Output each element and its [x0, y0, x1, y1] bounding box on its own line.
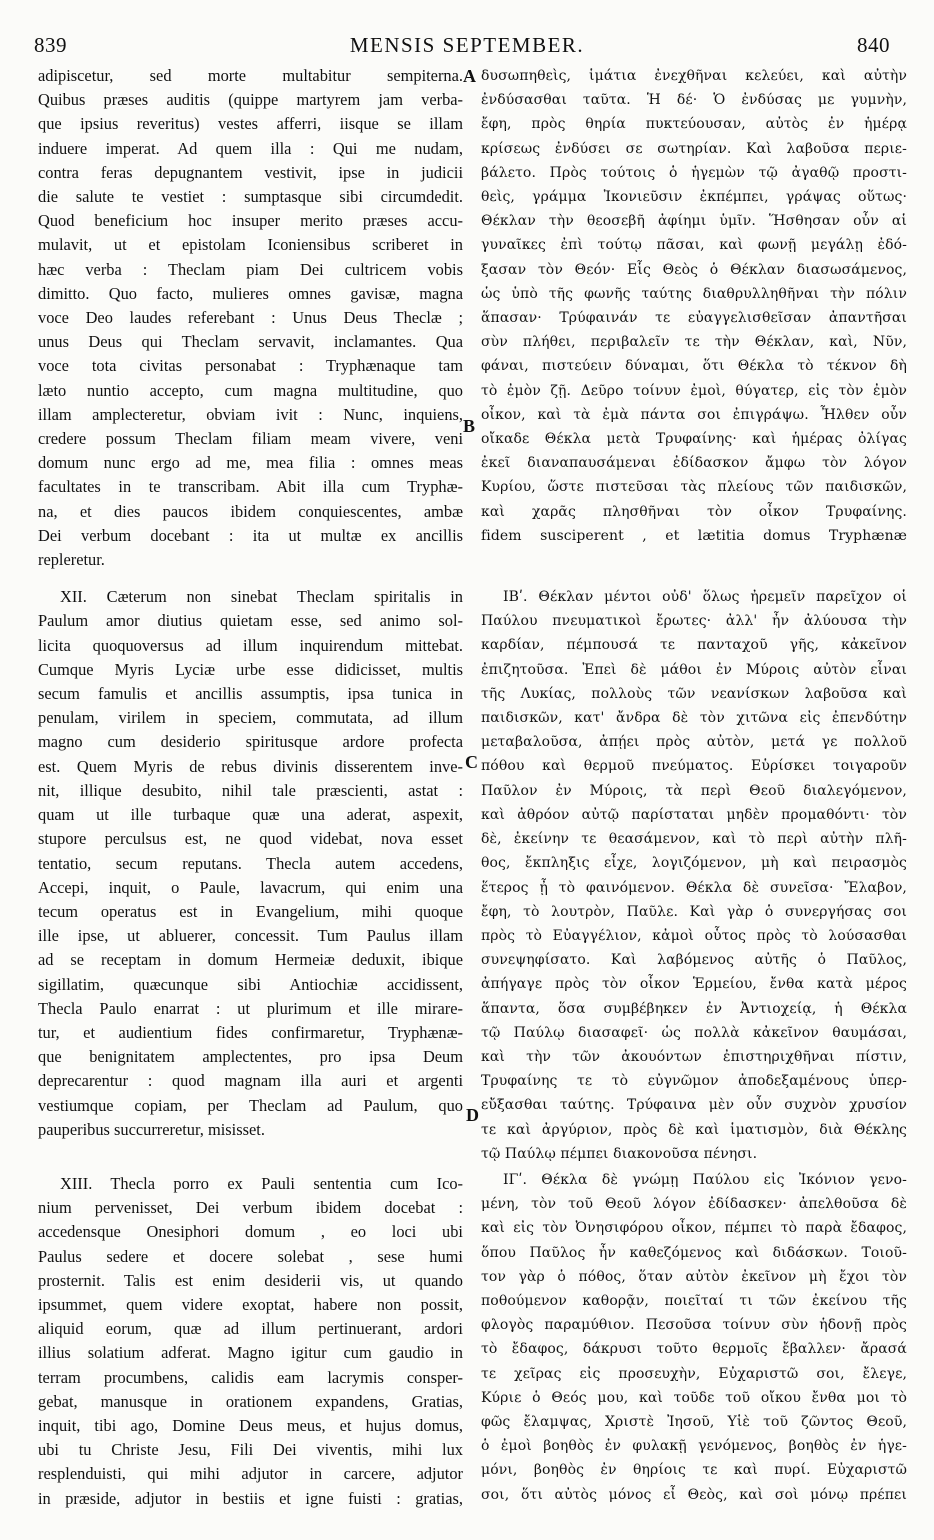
text-line: illam amplecteretur, obviam ivit : Nunc, inquiens, — [38, 404, 463, 424]
text-line: φλογὸς παραμύθιον. Πεσοῦσα τοίνυν σὺν ἡδονῇ πρὸς — [481, 1317, 907, 1334]
text-line: ΙΓʹ. Θέκλα δὲ γνώμῃ Παύλου εἰς Ἰκόνιον γενο- — [503, 1171, 907, 1188]
text-line: καρδίαν, πέμπουσά τε πανταχοῦ γῆς, κἀκεῖνον — [481, 637, 907, 654]
text-line: καὶ τὴν τῶν ἀκουόντων ἐπιστηριχθῆναι πίστιν, — [481, 1048, 907, 1065]
text-line: fidem susciperent , et lætitia domus Tryphænæ — [481, 527, 907, 544]
text-line: Quod beneficium hoc insuper merito præses accu- — [38, 211, 463, 231]
text-line: illius solatium adferat. Magno igitur cum gaudio in — [38, 1343, 463, 1363]
greek-column — [481, 64, 907, 1507]
text-line: Thecla Paulo enarrat : ut plurimum et ille mirare- — [38, 998, 463, 1018]
greek-paragraph-2 — [481, 585, 907, 1166]
text-line: τῷ Παύλῳ διασαφεῖ· ὡς πολλὰ κἀκεῖνον θαυμάσαι, — [481, 1024, 907, 1041]
text-line: aliquid eorum, quæ ad illum pertinuerant, ardori — [38, 1319, 463, 1339]
latin-paragraph-3 — [38, 1172, 463, 1511]
text-line: μένη, τὸν τοῦ Θεοῦ λόγον ἐδίδασκεν· ἀπελθοῦσα δὲ — [481, 1196, 907, 1213]
text-line: credere possum Theclam filiam meam vivere, veni — [38, 429, 463, 449]
text-line: stupore perculsus est, ne quod videbat, nova esset — [38, 829, 463, 849]
text-line: σὺν πλήθει, περιβαλεῖν τε τὴν Θέκλαν, καὶ, Νῦν, — [481, 334, 907, 351]
text-line: τῷ Παύλῳ πέμπει διακονοῦσα πένησι. — [481, 1145, 758, 1162]
text-line: καὶ εἰς τὸν Ὀνησιφόρου οἶκον, πέμπει τὸ παρὰ ἔδαφος, — [481, 1220, 907, 1237]
text-line: terram procumbens, calidis eam lacrymis consper- — [38, 1367, 463, 1387]
text-line: ἐκεῖ διαναπαυσάμεναι ἐδίδασκον ἄμφω τὸν λόγον — [481, 455, 907, 472]
text-line: τῆς Λυκίας, πολλοὺς τῶν νεανίσκων λαβοῦσα καὶ — [481, 685, 907, 702]
text-line: ipsummet, quem videre exoptat, habere non possit, — [38, 1294, 463, 1314]
text-line: δὲ, ἐκείνην τε θεασάμενον, καὶ τὸ περὶ αὐτὴν πλῆ- — [481, 831, 907, 848]
text-line: ὡς ὑπὸ τῆς φωνῆς ταύτης διαθρυλληθῆναι τὴν πόλιν — [481, 285, 907, 302]
text-line: ad se receptam in domum Hermeiæ deduxit, ibique — [38, 950, 463, 970]
text-line: gebat, manusque in orationem expandens, Gratias, — [38, 1391, 463, 1411]
text-line: ὅπου Παῦλος ἦν καθεζόμενος καὶ διδάσκων. Τοιοῦ- — [481, 1244, 907, 1261]
margin-letter-a: A — [463, 66, 476, 86]
text-line: est. Quem Myris de rebus divinis disserentem inve- — [38, 756, 463, 776]
text-line: Paulum amor diutius quietam esse, sed animo sol- — [38, 611, 463, 631]
text-line: πόθου καὶ θερμοῦ πνεύματος. Εὑρίσκει τοιγαροῦν — [481, 758, 907, 775]
text-line: Accepi, inquit, o Paule, lavacrum, qui enim una — [38, 877, 463, 897]
text-line: φῶς ἔλαμψας, Χριστὲ Ἰησοῦ, Υἱὲ τοῦ ζῶντος Θεοῦ, — [481, 1413, 907, 1430]
text-line: repleretur. — [38, 550, 105, 570]
text-line: Παῦλον ἐν Μύροις, τὰ περὶ Θεοῦ διαλεγόμενον, — [481, 782, 907, 799]
text-line: ἐπιζητοῦσα. Ἐπεὶ δὲ μάθοι ἐν Μύροις αὐτὸν εἶναι — [481, 661, 907, 678]
text-line: Quibus præses auditis (quippe martyrem jam verba- — [38, 90, 463, 110]
text-line: σοι, ὅτι αὐτὸς μόνος εἶ Θεὸς, καὶ σοὶ μόνῳ πρέπει — [481, 1486, 907, 1503]
text-line: induere imperat. Ad quem illa : Qui me nudam, — [38, 138, 463, 158]
text-line: παιδισκῶν, κατ' ἄνδρα δὲ τὸν χιτῶνα εἰς ἐπενδύτην — [481, 710, 907, 727]
text-line: ἅπασαν· Τρύφαινάν τε εὐαγγελισθεῖσαν ἀπαντῆσαι — [481, 310, 907, 327]
text-line: μόνι, βοηθὸς ἐν θηρίοις τε καὶ πυρί. Εὐχαριστῶ — [481, 1462, 907, 1479]
text-line: Κύριε ὁ Θεός μου, καὶ τοῦδε τοῦ οἴκου ἔνθα μοι τὸ — [481, 1389, 907, 1406]
page-header — [0, 0, 934, 58]
text-line: θεὶς, γράμμα Ἰκονιεῦσιν ἐκπέμπει, γράψας οὕτως· — [481, 189, 907, 206]
text-line: XII. Cæterum non sinebat Theclam spiritalis in — [60, 587, 463, 607]
text-line: unus Deus qui Theclam servavit, inclamantes. Qua — [38, 332, 463, 352]
text-line: nit, illique desubito, nihil tale præscienti, astat : — [38, 780, 463, 800]
text-line: inquit, tibi ago, Domine Deus meus, et hujus domus, — [38, 1415, 463, 1435]
text-line: die salute te vestiet : sumptasque sibi circumdedit. — [38, 187, 463, 207]
text-line: ἅπαντα, ὅσα συμβέβηκεν ἐν Ἀντιοχείᾳ, ἡ Θέκλα — [481, 1000, 907, 1017]
text-line: Θέκλαν τὴν θεοσεβῆ ἀφίημι ὑμῖν. Ἥσθησαν οὖν αἱ — [481, 213, 907, 230]
text-line: τὸ ἔδαφος, δάκρυσι τοῦτο θερμοῖς ἔβαλλεν· ἄρασά — [481, 1341, 907, 1358]
text-line: magno cum desiderio spiritusque ardore profecta — [38, 732, 463, 752]
latin-paragraph-2 — [38, 585, 463, 1142]
text-line: τε χεῖρας εἰς προσευχὴν, Εὐχαριστῶ σοι, ἔλεγε, — [481, 1365, 907, 1382]
text-line: ποθούμενον καθορᾷν, ποιεῖταί τι τῶν ἐκείνου τῆς — [481, 1292, 907, 1309]
text-line: penulam, virilem in speciem, commutata, ad illum — [38, 708, 463, 728]
text-line: ἕτερος ᾖ τὸ φαινόμενον. Θέκλα δὲ συνεῖσα· Ἔλαβον, — [481, 879, 907, 896]
text-line: Cumque Myris Lyciæ urbe esse didicisset, multis — [38, 659, 463, 679]
text-line: γυναῖκες ἐπὶ τούτῳ πᾶσαι, καὶ φωνῇ μεγάλῃ ἐδό- — [481, 237, 907, 254]
greek-paragraph-1 — [481, 64, 907, 548]
margin-letter-c: C — [465, 752, 478, 772]
text-line: sigillatim, quæcunque sibi Antiochiæ accidissent, — [38, 974, 463, 994]
text-line: voce Deo laudes referebant : Unus Deus Theclæ ; — [38, 308, 463, 328]
text-line: que benignitatem amplectentes, pro ipsa Deum — [38, 1047, 463, 1067]
text-line: voce tota civitas personabat : Tryphænaque tam — [38, 356, 463, 376]
text-line: συνεψηφίσατο. Καὶ λαβόμενος αὐτῆς ὁ Παῦλος, — [481, 952, 907, 969]
text-line: secum famulis et ancillis assumptis, ipsa tunica in — [38, 684, 463, 704]
text-line: in præside, adjutor in bestiis et igne fuisti : gratias, — [38, 1488, 463, 1508]
text-line: ὁ ἐμοὶ βοηθὸς ἐν φυλακῇ γενόμενος, βοηθὸς ἐν ἡγε- — [481, 1438, 907, 1455]
text-line: quam ut ille turbaque quæ una aderat, aspexit, — [38, 805, 463, 825]
margin-letter-d: D — [466, 1105, 479, 1125]
text-line: læto nuntio accepto, cum magna multitudine, quo — [38, 380, 463, 400]
greek-paragraph-3 — [481, 1168, 907, 1507]
text-line: tecum operatus est in Evangelium, mihi quoque — [38, 901, 463, 921]
text-line: ἔφη, τὸ λουτρὸν, Παῦλε. Καὶ γὰρ ὁ συνεργήσας σοι — [481, 903, 907, 920]
text-line: Paulus sedere et docere solebat , sese humi — [38, 1246, 463, 1266]
text-line: prosternit. Talis est enim desiderii vis, ut quando — [38, 1270, 463, 1290]
text-line: ἐνδύσασθαι ταῦτα. Ἡ δέ· Ὁ ἐνδύσας με γυμνὴν, — [481, 92, 907, 109]
text-line: ille ipse, ut abluerer, concessit. Tum Paulus illam — [38, 926, 463, 946]
text-line: hæc verba : Theclam piam Dei cultricem vobis — [38, 259, 463, 279]
text-line: licita quoquoversus ad illum inquirendum mittebat. — [38, 635, 463, 655]
text-line: μεταβαλοῦσα, ἀπῄει πρὸς αὐτὸν, μετά γε πολλοῦ — [481, 734, 907, 751]
text-line: accedensque Onesiphori domum , eo loci ubi — [38, 1222, 463, 1242]
text-line: tur, et audientium fides confirmaretur, Tryphænæ- — [38, 1022, 463, 1042]
page-number-right: 840 — [857, 33, 890, 57]
text-line: Κυρίου, ὥστε πιστεῦσαι τὰς πλείους τῶν παιδισκῶν, — [481, 479, 907, 496]
text-line: Dei verbum docebant : ita ut multæ ex ancillis — [38, 525, 463, 545]
text-line: κρίσεως ἐνδύσει σε σωτηρίαν. Καὶ λαβοῦσα περιε- — [481, 140, 907, 157]
text-line: mulavit, ut et epistolam Iconiensibus scriberet in — [38, 235, 463, 255]
text-line: βάλετο. Πρὸς τούτοις ὁ ἡγεμὼν τῷ ἀγαθῷ προστι- — [481, 164, 907, 181]
text-line: na, et dies paucos ibidem conquiescentes, ambæ — [38, 501, 463, 521]
text-line: καὶ ἀθρόον αὐτῷ παρίσταται μηδὲν προμαθόντι· τὸν — [481, 806, 907, 823]
margin-letter-b: B — [463, 416, 476, 436]
text-line: vestiumque copiam, per Theclam ad Paulum, quo — [38, 1095, 463, 1115]
text-line: pauperibus succurreretur, misisset. — [38, 1119, 265, 1139]
running-title: MENSIS SEPTEMBER. — [349, 33, 585, 57]
text-line: deprecarentur : quod magnam illa auri et argenti — [38, 1071, 463, 1091]
text-line: que ipsius reveritus) vestes afferri, iisque se illam — [38, 114, 463, 134]
text-line: τε καὶ ἀργύριον, πρὸς δὲ καὶ ἱματισμὸν, διὰ Θέκλης — [481, 1121, 907, 1138]
text-line: δυσωπηθεὶς, ἱμάτια ἐνεχθῆναι κελεύει, καὶ αὐτὴν — [481, 68, 907, 84]
text-line: tentatio, secum reputans. Thecla autem accedens, — [38, 853, 463, 873]
text-line: contra feras depugnantem vestivit, ipse in judicii — [38, 162, 463, 182]
page-number-left: 839 — [34, 33, 67, 57]
text-line: nium pervenisset, Dei verbum ibidem docebat : — [38, 1198, 463, 1218]
latin-paragraph-1 — [38, 64, 463, 572]
text-line: ΙΒʹ. Θέκλαν μέντοι οὐδ' ὅλως ἠρεμεῖν παρεῖχον οἱ — [503, 589, 907, 606]
text-line: ἔφη, πρὸς θηρία πυκτεύουσαν, αὐτὸς ἐν ἡμέρᾳ — [481, 116, 907, 133]
text-line: τον γὰρ ὁ πόθος, ὅταν αὐτὸν ἐκεῖνον μὴ ἔχοι τὸν — [481, 1268, 907, 1285]
text-line: XIII. Thecla porro ex Pauli sententia cum Ico- — [60, 1173, 463, 1193]
text-line: φάναι, πιστεύειν δύναμαι, ὅτι Θέκλα τὸ τέκνον δὴ — [481, 358, 907, 375]
text-line: adipiscetur, sed morte multabitur sempiterna. — [38, 66, 463, 85]
text-line: εὔξασθαι ταύτης. Τρύφαινα μὲν οὖν συχνὸν χρυσίον — [481, 1097, 907, 1114]
text-line: resplenduisti, qui mihi adjutor in carcere, adjutor — [38, 1464, 463, 1484]
text-line: Τρυφαίνης τε τὸ εὐγνῶμον ἀποδεξαμένους ὑπερ- — [481, 1073, 907, 1090]
text-line: ἀπήγαγε πρὸς τὸν οἶκον Ἑρμείου, ἔνθα κατὰ μέρος — [481, 976, 907, 993]
text-line: ξασαν τὸν Θεόν· Εἷς Θεὸς ὁ Θέκλαν διασωσάμενος, — [481, 261, 907, 278]
text-line: τὸ ἐμὸν ζῇ. Δεῦρο τοίνυν ἐμοὶ, θύγατερ, εἰς τὸν ἐμὸν — [481, 382, 907, 399]
latin-column — [38, 64, 463, 1511]
text-line: facultates in te transcribam. Abit illa cum Tryphæ- — [38, 477, 463, 497]
text-line: Παύλου πνευματικοὶ ἔρωτες· ἀλλ' ἦν ἀλύουσα τὴν — [481, 613, 907, 630]
text-line: dimitto. Quo facto, mulieres omnes gavisæ, magna — [38, 283, 463, 303]
text-line: θος, ἔκπληξις εἶχε, λογιζόμενον, μὴ καὶ πειρασμὸς — [481, 855, 907, 872]
text-line: οἶκον, καὶ τὰ ἐμὰ πάντα σοι ἐπιγράψω. Ἦλθεν οὖν — [481, 406, 907, 423]
text-line: domum nunc ergo ad me, mea filia : omnes meas — [38, 453, 463, 473]
text-line: οἴκαδε Θέκλα μετὰ Τρυφαίνης· καὶ ἡμέρας ὀλίγας — [481, 431, 907, 448]
text-line: ubi tu Christe Jesu, Fili Dei viventis, mihi lux — [38, 1440, 463, 1460]
text-line: πρὸς τὸ Εὐαγγέλιον, κἀμοὶ οὗτος πρὸς τὸ λούσασθαι — [481, 927, 907, 944]
text-line: καὶ χαρᾶς πλησθῆναι τὸν οἶκον Τρυφαίνης. — [481, 503, 907, 520]
